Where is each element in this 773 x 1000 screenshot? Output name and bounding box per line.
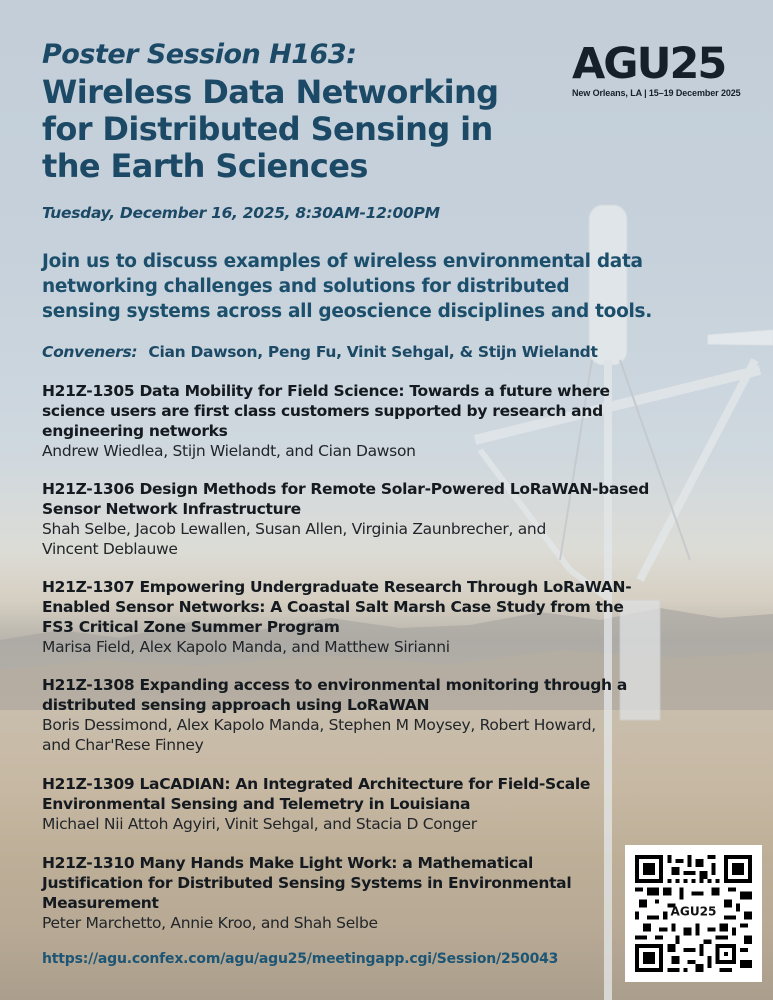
abstract-title-line: H21Z-1308 Expanding access to environmental monitoring through a	[42, 676, 628, 694]
abstract-title	[42, 577, 682, 637]
abstract-authors	[42, 913, 682, 933]
abstract-title-line: science users are first class customers supported by research and	[42, 402, 603, 420]
abstract-title-line: H21Z-1309 LaCADIAN: An Integrated Architecture for Field-Scale	[42, 775, 591, 793]
title-line: the Earth Sciences	[42, 147, 368, 185]
conveners	[42, 343, 598, 361]
abstract-title-line: H21Z-1306 Design Methods for Remote Solar-Powered LoRaWAN-based	[42, 480, 650, 498]
conveners-names: Cian Dawson, Peng Fu, Vinit Sehgal, & Stijn Wielandt	[148, 343, 598, 361]
abstract-authors-line: Michael Nii Attoh Agyiri, Vinit Sehgal, and Stacia D Conger	[42, 815, 477, 833]
session-datetime: Tuesday, December 16, 2025, 8:30AM-12:00PM	[42, 204, 440, 222]
abstract-title	[42, 479, 682, 519]
abstract-title-line: Justification for Distributed Sensing Systems in Environmental	[42, 874, 572, 892]
session-qr-code[interactable]	[625, 845, 762, 982]
abstract-item	[42, 381, 682, 461]
abstract-title-line: Enabled Sensor Networks: A Coastal Salt Marsh Case Study from the	[42, 598, 624, 616]
qr-center-label: AGU25	[670, 904, 717, 919]
abstract-title	[42, 774, 682, 814]
abstract-authors-line: Marisa Field, Alex Kapolo Manda, and Matthew Sirianni	[42, 638, 450, 656]
abstract-authors	[42, 441, 682, 461]
abstract-item	[42, 774, 682, 834]
logo-wordmark: AGU25	[572, 39, 726, 89]
abstract-authors-line: Shah Selbe, Jacob Lewallen, Susan Allen, Virginia Zaunbrecher, and	[42, 520, 546, 538]
abstract-authors	[42, 637, 682, 657]
title-line: for Distributed Sensing in	[42, 110, 493, 148]
title-line: Wireless Data Networking	[42, 73, 499, 111]
abstract-title-line: H21Z-1305 Data Mobility for Field Science: Towards a future where	[42, 382, 610, 400]
agu25-logo	[572, 39, 750, 104]
intro-line: Join us to discuss examples of wireless environmental data	[42, 251, 643, 272]
qr-code-icon	[635, 855, 752, 972]
abstract-authors-line: Peter Marchetto, Annie Kroo, and Shah Selbe	[42, 914, 378, 932]
abstract-title-line: FS3 Critical Zone Summer Program	[42, 618, 340, 636]
conveners-label: Conveners:	[42, 343, 138, 361]
abstract-authors	[42, 814, 682, 834]
intro-line: sensing systems across all geoscience disciplines and tools.	[42, 301, 652, 322]
abstract-title	[42, 853, 682, 913]
abstract-title-line: distributed sensing approach using LoRaWAN	[42, 696, 430, 714]
abstract-item	[42, 675, 682, 755]
intro-line: networking challenges and solutions for distributed	[42, 276, 570, 297]
session-link[interactable]: https://agu.confex.com/agu/agu25/meetingapp.cgi/Session/250043	[42, 951, 559, 967]
abstract-authors-line: Andrew Wiedlea, Stijn Wielandt, and Cian Dawson	[42, 442, 416, 460]
abstract-authors	[42, 715, 682, 755]
session-label: Poster Session H163:	[42, 39, 357, 70]
abstract-title-line: Sensor Network Infrastructure	[42, 500, 301, 518]
abstract-item	[42, 577, 682, 657]
logo-location-dates: New Orleans, LA | 15–19 December 2025	[572, 88, 741, 98]
abstract-authors-line: and Char'Rese Finney	[42, 736, 204, 754]
abstract-item	[42, 853, 682, 933]
intro-text	[42, 249, 692, 324]
abstract-title-line: Environmental Sensing and Telemetry in Louisiana	[42, 795, 471, 813]
abstract-title	[42, 675, 682, 715]
abstract-title-line: Measurement	[42, 894, 159, 912]
abstract-title-line: H21Z-1307 Empowering Undergraduate Research Through LoRaWAN-	[42, 578, 632, 596]
abstract-authors-line: Boris Dessimond, Alex Kapolo Manda, Stephen M Moysey, Robert Howard,	[42, 716, 596, 734]
abstract-authors-line: Vincent Deblauwe	[42, 540, 178, 558]
abstract-title-line: engineering networks	[42, 422, 228, 440]
abstract-authors	[42, 519, 682, 559]
abstract-title	[42, 381, 682, 441]
page-title	[42, 74, 562, 185]
abstract-title-line: H21Z-1310 Many Hands Make Light Work: a Mathematical	[42, 854, 534, 872]
abstract-item	[42, 479, 682, 559]
